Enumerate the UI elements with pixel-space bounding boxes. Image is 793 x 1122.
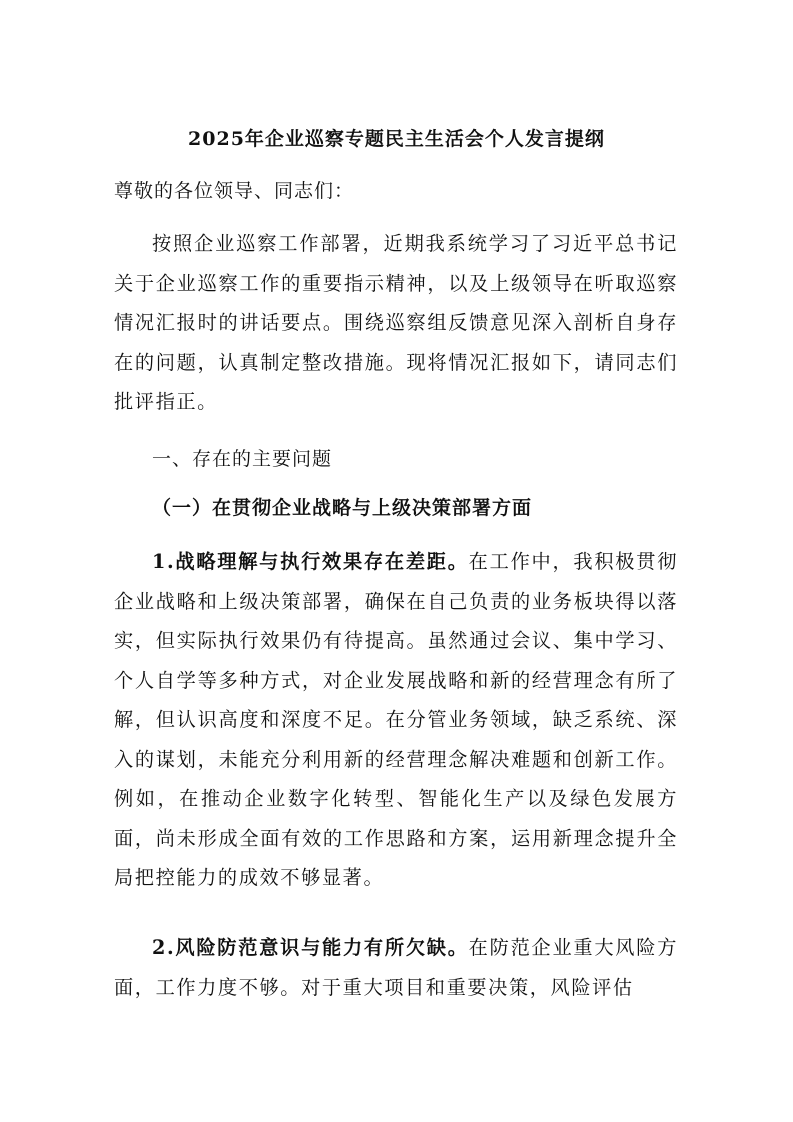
intro-paragraph: 按照企业巡察工作部署，近期我系统学习了习近平总书记关于企业巡察工作的重要指示精神，以及上级领导在听取巡察情况汇报时的讲话要点。围绕巡察组反馈意见深入剖析自身存在的问题，认真制定整改措施。现将情况汇报如下，请同志们批评指正。: [114, 232, 678, 413]
item-paragraph-2: [114, 928, 678, 1007]
item-paragraph-1: [114, 542, 678, 898]
subsection-heading-strategy: （一）在贯彻企业战略与上级决策部署方面: [152, 497, 533, 519]
section-heading-problems: 一、存在的主要问题: [152, 448, 333, 470]
item-2-body: 在防范企业重大风险方面，工作力度不够。对于重大项目和重要决策，风险评估: [114, 936, 678, 999]
item-1-heading: 1.战略理解与执行效果存在差距。: [152, 550, 469, 573]
document-title: 2025年企业巡察专题民主生活会个人发言提纲: [188, 128, 605, 150]
salutation: 尊敬的各位领导、同志们：: [114, 180, 355, 202]
item-1-body: 在工作中，我积极贯彻企业战略和上级决策部署，确保在自己负责的业务板块得以落实，但实际执行效果仍有待提高。虽然通过会议、集中学习、个人自学等多种方式，对企业发展战略和新的经营理念有所了解，但认识高度和深度不足。在分管业务领域，缺乏系统、深入的谋划，未能充分利用新的经营理念解决难题和创新工作。例如，在推动企业数字化转型、智能化生产以及绿色发展方面，尚未形成全面有效的工作思路和方案，运用新理念提升全局把控能力的成效不够显著。: [114, 550, 678, 889]
item-2-heading: 2.风险防范意识与能力有所欠缺。: [152, 936, 469, 959]
